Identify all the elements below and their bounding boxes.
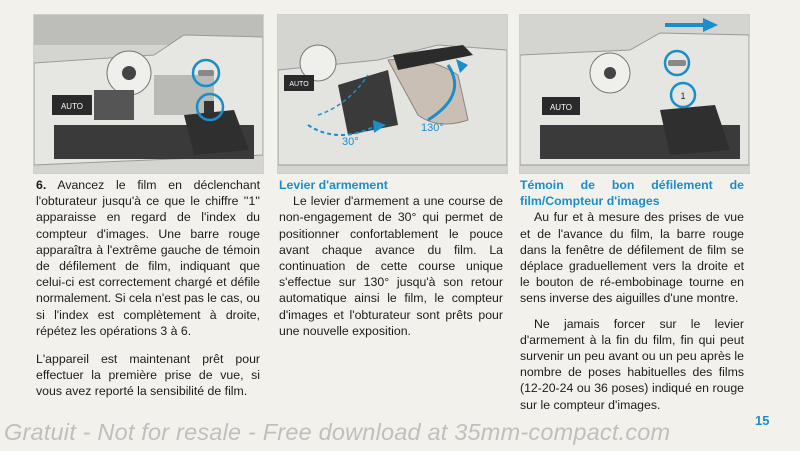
lever-illustration [278,15,507,173]
column-step-6 [36,177,260,400]
angle-130-label: 130° [421,122,444,134]
page-number: 15 [755,413,770,428]
column-film-indicator [520,177,744,413]
frame-counter-number: 1 [680,91,686,101]
camera-photo-lever [277,14,508,174]
watermark-text: Gratuit - Not for resale - Free download at 35mm-compact.com [4,419,671,445]
camera-ready-paragraph: L'appareil est maintenant prêt pour effectuer la première prise de vue, si vous avez reporté la sensibilité de film. [36,352,260,399]
auto-badge: AUTO [289,81,309,88]
auto-badge: AUTO [549,103,573,112]
column-lever [279,177,503,339]
film-indicator-paragraph: Au fur et à mesure des prises de vue et de l'avance du film, la barre rouge dans la fenêtre de défilement de film se déplace graduellement vers la droite et le bouton de ré-embobinage tourne en sens inverse des aiguilles d'une montre. [520,210,744,306]
lever-paragraph: Le levier d'armement a une course de non-engagement de 30° qui permet de positionner confortablement le pouce avant chaque avance du film. La continuation de cette course unique s'effectue sur 130° jusqu'à son retour automatique ainsi le film, le compteur d'images et l'obturateur sont prêts pour une nouvelle exposition. [279,194,503,338]
step-6-paragraph [36,177,260,339]
step-6-text: Avancez le film en déclenchant l'obturateur jusqu'à ce que le chiffre ''1'' apparaisse en regard de l'index du compteur d'images. Une barre rouge apparaîtra à l'extrême gauche de témoin de défilement de film, indiquant que celui-ci est correctement chargé et défile normalement. Si cela n'est pas le cas, ou si l'index est complètement à droite, répétez les opérations 3 à 6. [36,178,260,338]
angle-30-label: 30° [342,136,359,148]
lever-heading: Levier d'armement [279,178,388,192]
counter-illustration [520,15,749,173]
lever-warning-paragraph: Ne jamais forcer sur le levier d'armement à la fin du film, fin qui peut survenir un peu avant ou un peu après le nombre de poses habituelles des films (12-20-24 ou 36 poses) indiqué en rouge sur le compteur d'images. [520,316,744,412]
film-indicator-heading: Témoin de bon défilement de film/Compteur d'images [520,178,744,209]
auto-badge: AUTO [60,102,84,111]
camera-top-illustration [34,15,263,173]
camera-photo-frame-counter [519,14,750,174]
camera-photo-film-counter [33,14,264,174]
step-number: 6. [36,178,47,192]
